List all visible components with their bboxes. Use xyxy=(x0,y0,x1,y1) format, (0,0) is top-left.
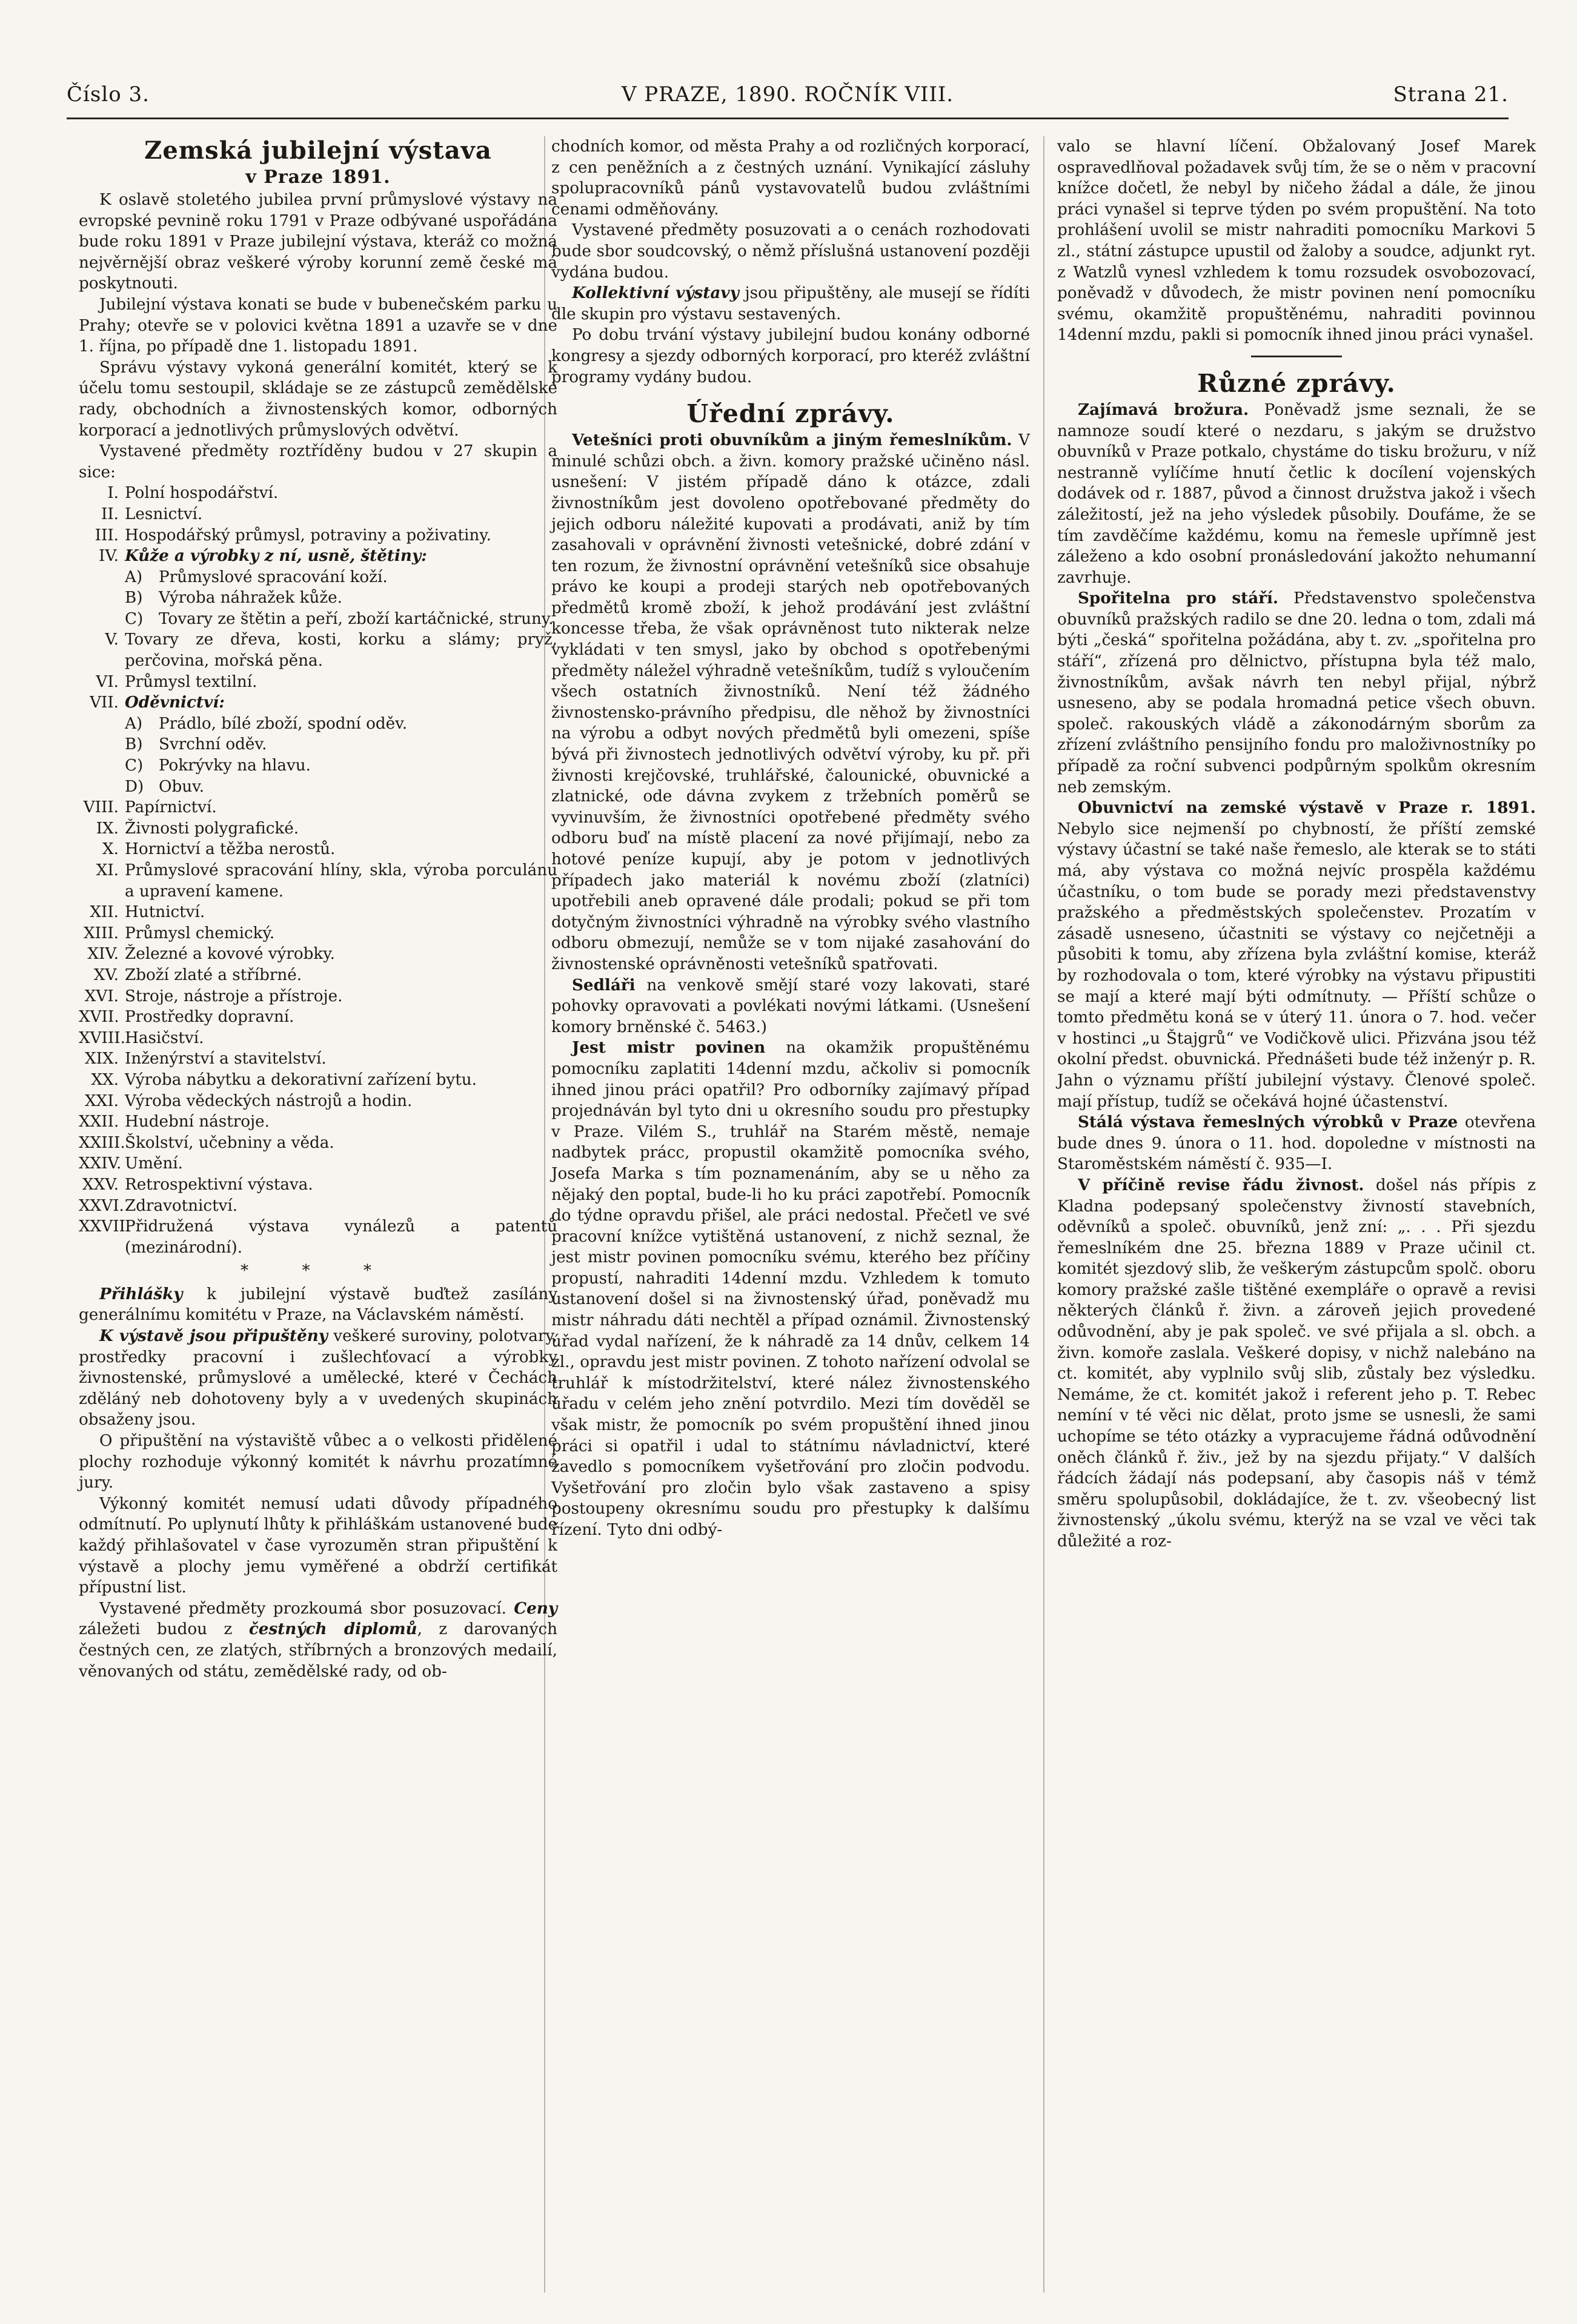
paragraph: Vystavené předměty prozkoumá sbor posuzovací. Ceny záležeti budou z čestných diplomů, z darovaných čestných cen, ze zlatých, stříbrných a bronzových medailí, věnovaných od státu, zemědělské rady, od ob- xyxy=(79,1598,557,1681)
group-list xyxy=(79,797,557,1258)
group-item: VIII. Papírnictví. xyxy=(83,798,217,817)
section-separator: * * * xyxy=(241,1262,396,1280)
subgroup-item: C) Pokrývky na hlavu. xyxy=(125,756,311,775)
group-item: XX. Výroba nábytku a dekorativní zařízení bytu. xyxy=(91,1070,477,1089)
subgroup-list-vii xyxy=(79,713,557,797)
group-list xyxy=(79,629,557,713)
subgroup-item: B) Výroba náhražek kůže. xyxy=(125,589,342,607)
group-item: III. Hospodářský průmysl, potraviny a poživatiny. xyxy=(95,526,491,545)
subgroup-item: A) Průmyslové spracování koží. xyxy=(125,568,388,586)
paragraph: Vystavené předměty roztříděny budou v 27 skupin a sice: xyxy=(79,442,557,482)
paragraph: Vystavené předměty posuzovati a o cenách rozhodovati bude sbor soudcovský, o němž příslušná ustanovení později vydána budou. xyxy=(551,221,1030,282)
subgroup-item: C) Tovary ze štětin a peří, zboží kartáčnické, struny. xyxy=(125,609,554,628)
group-item: XXII. Hudební nástroje. xyxy=(79,1113,270,1131)
news-item: Stálá výstava řemeslných výrobků v Praze otevřena bude dnes 9. února o 11. hod. dopoledne v místnosti na Staroměstském náměstí č. 935—I. xyxy=(1057,1113,1536,1174)
section-title-official-news: Úřední zprávy. xyxy=(686,399,895,429)
group-item: VII. Oděvnictví: xyxy=(90,693,225,712)
news-item: Spořitelna pro stáří. Představenstvo společenstva obuvníků pražských radilo se dne 20. ledna o tom, zdali má býti „česká“ spořitelna požádána, aby t. zv. „spořitelna pro stáří“, zřízená pro dělnictvo, přístupna byla též malo, živnostníkům, avšak návrh ten nebyl přijal, nýbrž usneseno, aby se podala hromadná petice všech obuvn. společ. rakouských vládě a zákonodárným sborům za zřízení zvláštního pensijního fondu pro maloživnostníky po případě za roční subvenci podpůrným spolkům okresním neb zemským. xyxy=(1057,589,1536,796)
group-item: I. Polní hospodářství. xyxy=(107,484,279,503)
column-2 xyxy=(551,136,1030,1541)
paragraph: Jubilejní výstava konati se bude v bubenečském parku u Prahy; otevře se v polovici května 1891 a uzavře se v dne 1. října, po případě dne 1. listopadu 1891. xyxy=(79,295,557,356)
article-title-exhibition: Zemská jubilejní výstava xyxy=(144,136,492,165)
news-item: Zajímavá brožura. Poněvadž jsme seznali, že se namnoze soudí které o nezdaru, s jakým se družstvo obuvníků v Praze potkalo, chystáme do tisku brožuru, v níž nestranně vylíčíme hnutí četlic k docílení vojenských dodávek od r. 1887, původ a činnost družstva jakož i všech záležitostí, jež na jeho výsledek působily. Doufáme, že se tím zavděčíme každému, komu na řemesle upřímně jest záleženo a kdo osobní pronásledování jakožto nehumanní zavrhuje. xyxy=(1057,400,1536,587)
paragraph: Kollektivní výstavy jsou připuštěny, ale musejí se řídíti dle skupin pro výstavu sestavených. xyxy=(551,283,1030,323)
group-list xyxy=(79,483,557,566)
group-item: V. Tovary ze dřeva, kosti, korku a slámy; pryž, perčovina, mořská pěna. xyxy=(105,631,557,670)
page-header xyxy=(67,79,1509,119)
group-item: XVI. Stroje, nástroje a přístroje. xyxy=(84,987,343,1005)
group-item: XVII. Prostředky dopravní. xyxy=(79,1008,294,1027)
group-item: XII. Hutnictví. xyxy=(90,903,205,922)
paragraph: K oslavě stoletého jubilea první průmyslové výstavy na evropské pevnině roku 1791 v Praze odbývané uspořádána bude roku 1891 v Praze jubilejní výstava, kteráž co možná nejvěrnější obraz veškeré výroby korunní země české má poskytnouti. xyxy=(79,191,557,293)
column-rule-2 xyxy=(1043,136,1044,2293)
paragraph: Po dobu trvání výstavy jubilejní budou konány odborné kongresy a sjezdy odborných korporací, pro kteréž zvláštní programy vydány budou. xyxy=(551,326,1030,386)
paragraph: valo se hlavní líčení. Obžalovaný Josef Marek ospravedlňoval požadavek svůj tím, že se o něm v pracovní knížce dočetl, že nebyl by ničeho žádal a dále, že jinou práci vynašel si teprve týden po svém propuštění. Na toto prohlášení uvolil se mistr nahraditi pomocníku Markovi 5 zl., státní zástupce upustil od žaloby a soudce, adjunkt ryt. z Watzlů vynesl vzhledem k tomu rozsudek osvobozovací, poněvadž v důvodech, že mistr povinen není pomocníku svému, okamžitě propuštěnému, nahraditi povinnou 14denní mzdu, pakli si pomocník ihned jinou práci vynašel. xyxy=(1057,137,1536,345)
group-item: XXI. Výroba vědeckých nástrojů a hodin. xyxy=(85,1091,413,1110)
group-item: VI. Průmysl textilní. xyxy=(96,672,257,691)
group-item: II. Lesnictví. xyxy=(101,505,203,523)
column-3 xyxy=(1057,136,1536,1552)
paragraph: chodních komor, od města Prahy a od rozličných korporací, z cen peněžních a z čestných uznání. Vynikající zásluhy spolupracovníků pánů vystavovatelů budou zvláštními cenami odměňovány. xyxy=(551,137,1030,219)
paragraph: Přihlášky k jubilejní výstavě buďtež zasílány generálnímu komitétu v Praze, na Václavském náměstí. xyxy=(79,1284,557,1325)
section-title-various-news: Různé zprávy. xyxy=(1197,368,1396,398)
group-item: XI. Průmyslové spracování hlíny, skla, výroba porculánu a upravení kamene. xyxy=(96,861,557,901)
subgroup-list-iv xyxy=(79,567,557,630)
group-item: IV. Kůže a výrobky z ní, usně, štětiny: xyxy=(98,546,427,566)
divider xyxy=(1251,356,1342,357)
subgroup-item: D) Obuv. xyxy=(125,777,205,796)
paragraph: Výkonný komitét nemusí udati důvody případného odmítnutí. Po uplynutí lhůty k přihláškám ustanovené bude každý přihlašovatel v čase vyrozuměn stran připuštění k výstavě a plochy jemu vyměřené a obdrží certifikát přípustní list. xyxy=(79,1494,557,1597)
news-item: Sedláři na venkově smějí staré vozy lakovati, staré pohovky opravovati a povlékati novými látkami. (Usnešení komory brněnské č. 5463.) xyxy=(551,975,1030,1036)
paragraph: O připuštění na výstaviště vůbec a o velkosti přidělené plochy rozhoduje výkonný komitét k návrhu prozatímné jury. xyxy=(79,1432,557,1492)
news-item: Vetešníci proti obuvníkům a jiným řemeslníkům. V minulé schůzi obch. a živn. komory pražské učiněno násl. usnešení: V jistém případě dáno k otázce, zdali živnostníkům jest dovoleno opotřebované předměty do jejich odboru náležité kupovati a prodávati, aniž by tím zasahovali v oprávnění živnosti vetešnické, dobré zdání v ten rozum, že živnostní oprávnění vetešníků sice obsahuje právo ke koupi a prodeji starých neb opotřebovaných předmětů kromě zboží, k jehož prodávání jest zvláštní koncesse třeba, že však oprávněnost tuto nikterak nelze vykládati v ten smysl, jako by obchod s opotřebenými předměty náležel výhradně vetešníkům, tudíž s vyloučením všech ostatních živnostníků. Není též žádného živnostensko-právního předpisu, dle něhož by živnostníci na výrobu a odbyt nových předmětů byli omezeni, spíše bývá při živnostech jednotlivých odvětví výroby, ku př. při živnosti krejčovské, truhlářské, čalounické, obuvnické a zlatnické, ode dávna zvykem z tržebních poměrů se vyvinuvším, že živnostníci opotřebené předměty svého odboru buď na místě placení za nové přijímají, nebo za hotové peníze kupují, aby je potom v jednotlivých případech jako materiál k novému zboží (zlatníci) upotřebili aneb opravené dále prodali; pokud se při tom dotyčným živnostníci výhradně na výrobky svého vlastního odboru obmezují, nemůže se v tom nijaké zasahování do živnostenské oprávněnosti vetešníků spatřovati. xyxy=(551,431,1030,973)
article-subtitle-exhibition: v Praze 1891. xyxy=(245,167,391,188)
group-item: XXVII. Přidružená výstava vynálezů a patentů (mezinárodní). xyxy=(79,1217,557,1257)
news-item: V příčině revise řádu živnost. došel nás přípis z Kladna podepsaný společenstvy živností stavebních, oděvníků a společ. obuvníků, jenž zní: „. . . Při sjezdu řemeslníkém dne 25. března 1889 v Praze učinil ct. komitét sjezdový slib, že veškerým zástupcům spolč. oboru komory pražské zašle tištěné exempláře o opravě a revisi některých článků ř. živn. a zároveň jejich provedené odůvodnění, aby je pak společ. ve své přijala a sl. obch. a živn. komoře zaslala. Veškeré dopisy, v nichž nalebáno na ct. komitét, aby vyplnilo svůj slib, zůstaly bez výsledku. Nemáme, že ct. komitét jakož i referent jeho p. T. Rebec nemíní v té věci nic dělat, proto jsme se usnesli, že sami uchopíme se této otázky a vypracujeme řádná odůvodnění oněch článků ř. živ., jež by na sjezdu přijaty.“ V dalších řádcích žádají nás podepsaní, aby časopis náš v témž směru spolupůsobil, dokládajíce, že t. zv. všeobecný list živnostenský „úkolu svému, kterýž na se vzal ve věci tak důležité a roz- xyxy=(1057,1175,1536,1551)
subgroup-item: B) Svrchní oděv. xyxy=(125,735,267,754)
issue-number: Číslo 3. xyxy=(67,82,150,107)
subgroup-item: A) Prádlo, bílé zboží, spodní oděv. xyxy=(125,714,408,733)
column-1 xyxy=(79,136,557,1682)
place-year-volume: V PRAZE, 1890. ROČNÍK VIII. xyxy=(621,82,954,107)
group-item: XIII. Průmysl chemický. xyxy=(83,924,275,942)
group-item: XVIII. Hasičství. xyxy=(79,1028,204,1047)
group-item: IX. Živnosti polygrafické. xyxy=(96,819,299,838)
group-item: X. Hornictví a těžba nerostů. xyxy=(102,840,336,859)
page-number: Strana 21. xyxy=(1393,82,1509,107)
group-item: XXIII. Školství, učebniny a věda. xyxy=(79,1133,334,1152)
news-item: Jest mistr povinen na okamžik propuštěnému pomocníku zaplatiti 14denní mzdu, ačkoliv si pomocník ihned jinou práci opatřil? Pro odborníky zajímavý případ projednáván byl tyto dni u okresního soudu pro přestupky v Praze. Vilém S., truhlář na Starém městě, nemaje nadbytek prácc, propustil okamžitě pomocníka svého, Josefa Marka s tím poznamenáním, aby se u něho za nějaký den poptal, bude-li ho ku práci zapotřebí. Pomocník do týdne opravdu přišel, ale práci nedostal. Přečetl ve své pracovní knížce vytištěná ustanovení, z nichž seznal, že jest mistr povinen pomocníku svému, kterého bez příčiny propustí, nahraditi 14denní mzdu. Vzhledem k tomuto ustanovení došel si na živnostenský úřad, poněvadž mu mistr náhradu dáti nechtěl a případ oznámil. Živnostenský úřad vydal nařízení, že k náhradě za 14 dnův, celkem 14 zl., opravdu jest mistr povinen. Z tohoto nařízení odvolal se truhlář k místodržitelství, které nález živnostenského úřadu v celém jeho znění potvrdilo. Mezi tím dověděl se však mistr, že pomocník po svém propuštění ihned jinou práci si opatřil i udal to státnímu návladnictví, které zavedlo s pomocníkem vyšetřování pro zločin podvodu. Vyšetřování pro zločin bylo však zastaveno a spisy postoupeny okresnímu soudu pro přestupky k dalšímu řízení. Tyto dni odbý- xyxy=(551,1038,1030,1539)
group-item: XIV. Železné a kovové výrobky. xyxy=(87,945,335,964)
paragraph: Správu výstavy vykoná generální komitét, který se k účelu tomu sestoupil, skládaje se ze zástupců zemědělské rady, obchodních a živnostenských komor, odborných korporací a jednotlivých průmyslových odvětví. xyxy=(79,358,557,440)
news-item: Obuvnictví na zemské výstavě v Praze r. 1891. Nebylo sice nejmenší po chybností, že příští zemské výstavy účastní se také naše řemeslo, ale kterak se to státi má, aby výstava co možná nejvíc prospěla každému účastníku, o tom bude se porady mezi představenstvy pražského a předměstských společenstev. Prozatím v zásadě usneseno, účastniti se výstavy co nejčetněji a působiti k tomu, aby zřízena byla zvláštní komise, kteráž by rozhodovala o tom, které výrobky na výstavu připustiti se mají a které mají býti odmítnuty. — Příští schůze o tomto předmětu koná se v úterý 11. února o 7. hod. večer v hostinci „u Štajgrů“ ve Vodičkově ulici. Přizvána jsou též okolní předst. obuvnická. Přednášeti bude též inženýr p. R. Jahn o významu příští jubilejní výstavy. Členové společ. mají přístup, tudíž se očekává hojné účastenství. xyxy=(1057,798,1536,1111)
paragraph: K výstavě jsou připuštěny veškeré suroviny, polotvary, prostředky pracovní i zušlechťovací a výrobky živnostenské, průmyslové a umělecké, které v Čechách zděláný neb dohotoveny byly a v uvedených skupinách obsaženy jsou. xyxy=(79,1326,557,1429)
group-item: XXVI. Zdravotnictví. xyxy=(79,1196,238,1215)
group-item: XXIV. Umění. xyxy=(79,1154,183,1173)
group-item: XV. Zboží zlaté a stříbrné. xyxy=(93,965,302,984)
group-item: XIX. Inženýrství a stavitelství. xyxy=(85,1050,327,1068)
group-item: XXV. Retrospektivní výstava. xyxy=(82,1175,313,1194)
